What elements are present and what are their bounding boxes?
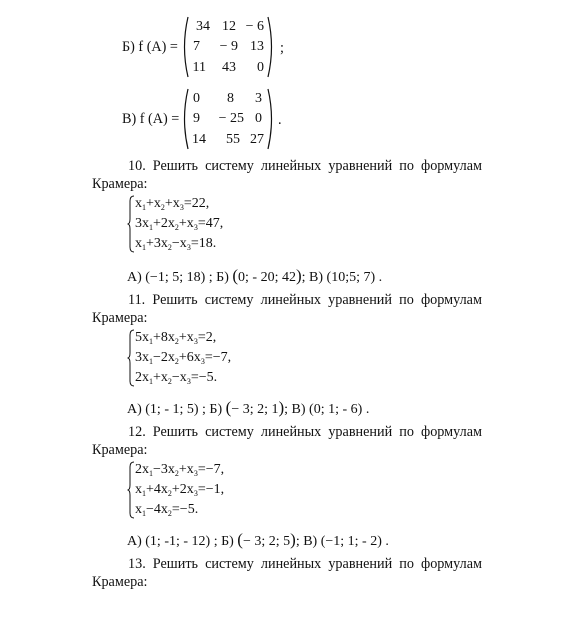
matrix-cell: 0 — [257, 60, 264, 75]
matrix-cell: 3 — [255, 91, 262, 106]
matrix-b-tail: ; — [280, 40, 284, 56]
left-brace-icon — [127, 329, 135, 387]
matrix-cell: 14 — [192, 132, 206, 147]
word: уравнений — [328, 292, 392, 308]
task-number: 13. — [128, 556, 146, 572]
task-number: 12. — [128, 424, 146, 440]
matrix-cell: − 6 — [245, 19, 264, 34]
word: линейных — [260, 424, 322, 440]
equation: $x_1+x_2+x_3=22$, — [135, 196, 210, 212]
task12-answer: А) (1; -1; - 12) ; Б) (− 3; 2; 5); В) (−1; 1; - 2) . — [127, 530, 389, 549]
word: формулам — [421, 424, 482, 440]
left-brace-icon — [127, 461, 135, 519]
matrix-cell: 13 — [250, 39, 264, 54]
word: Решить — [152, 556, 198, 572]
matrix-cell: 55 — [226, 132, 240, 147]
word: по — [399, 158, 414, 174]
left-brace-icon — [127, 195, 135, 253]
matrix-cell: 0 — [193, 91, 200, 106]
task10-heading — [128, 158, 482, 175]
word: уравнений — [328, 556, 393, 572]
matrix-cell: 43 — [222, 60, 236, 75]
task-number: 11. — [128, 292, 146, 308]
word: Решить — [152, 424, 198, 440]
word: уравнений — [328, 424, 393, 440]
equation: $2x_1+x_2-x_3=-5$. — [135, 370, 218, 386]
task13-heading — [128, 556, 482, 573]
word: линейных — [260, 292, 321, 308]
task10-answer: А) (−1; 5; 18) ; Б) (0; - 20; 42); В) (10;5; 7) . — [127, 266, 383, 285]
task11-answer: А) (1; - 1; 5) ; Б) (− 3; 2; 1); В) (0; 1; - 6) . — [127, 398, 370, 417]
word: по — [399, 556, 414, 572]
matrix-v — [180, 88, 276, 150]
task10-line2: Крамера: — [92, 176, 148, 192]
equation: $3x_1+2x_2+x_3=47$, — [135, 216, 224, 232]
equation: $x_1-4x_2=-5$. — [135, 502, 199, 518]
equation: $5x_1+8x_2+x_3=2$, — [135, 330, 217, 346]
matrix-v-tail: . — [278, 112, 282, 128]
task13-line2: Крамера: — [92, 574, 148, 590]
word: систему — [205, 158, 254, 174]
task12-line2: Крамера: — [92, 442, 148, 458]
matrix-cell: 9 — [193, 111, 200, 126]
matrix-cell: 8 — [227, 91, 234, 106]
right-paren-icon — [266, 16, 276, 78]
matrix-b — [180, 16, 276, 78]
word: систему — [205, 556, 254, 572]
word: формулам — [420, 292, 482, 308]
word: формулам — [421, 158, 482, 174]
matrix-cell: 12 — [222, 19, 236, 34]
matrix-v-label: В) f (A) = — [122, 111, 180, 127]
equation: $x_1+4x_2+2x_3=-1$, — [135, 482, 225, 498]
word: линейных — [260, 158, 322, 174]
matrix-cell: 34 — [196, 19, 210, 34]
matrix-cell: 0 — [255, 111, 262, 126]
equation: $3x_1-2x_2+6x_3=-7$, — [135, 350, 232, 366]
matrix-cell: 27 — [250, 132, 264, 147]
matrix-b-label: Б) f (A) = — [122, 39, 178, 55]
word: систему — [204, 292, 254, 308]
word: систему — [205, 424, 254, 440]
task11-line2: Крамера: — [92, 310, 148, 326]
word: уравнений — [328, 158, 393, 174]
word: по — [399, 292, 414, 308]
word: Решить — [152, 158, 198, 174]
equation: $x_1+3x_2-x_3=18$. — [135, 236, 217, 252]
task11-heading — [128, 292, 482, 309]
word: Решить — [152, 292, 198, 308]
equation: $2x_1-3x_2+x_3=-7$, — [135, 462, 225, 478]
matrix-cell: − 25 — [218, 111, 244, 126]
task-number: 10. — [128, 158, 146, 174]
right-paren-icon — [266, 88, 276, 150]
matrix-cell: 7 — [193, 39, 200, 54]
word: по — [399, 424, 414, 440]
word: формулам — [421, 556, 482, 572]
word: линейных — [260, 556, 322, 572]
matrix-cell: − 9 — [219, 39, 238, 54]
task12-heading — [128, 424, 482, 441]
matrix-cell: 11 — [192, 60, 206, 75]
